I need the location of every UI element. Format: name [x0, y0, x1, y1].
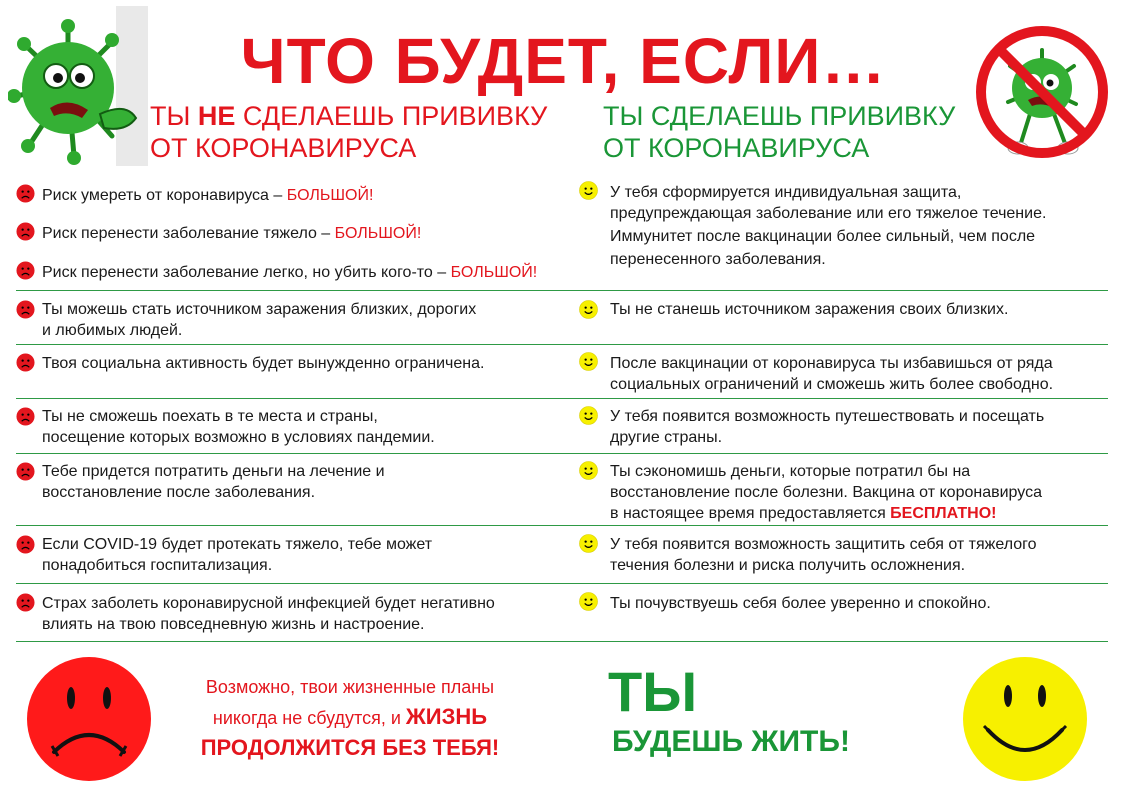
warning-emphasis: ПРОДОЛЖИТСЯ БЕЗ ТЕБЯ!: [200, 735, 500, 760]
risk-line-text: посещение которых возможно в условиях пандемии.: [42, 429, 435, 446]
row-divider: [16, 398, 1108, 399]
happy-face-icon: [579, 592, 598, 611]
benefit-item: [610, 406, 1105, 448]
benefit-line: Иммунитет после вакцинации более сильный, чем после: [610, 228, 1036, 245]
row-divider: [16, 344, 1108, 345]
happy-face-icon: [579, 352, 598, 371]
benefit-line: Ты не станешь источником заражения своих близких.: [610, 301, 1009, 318]
left-heading-pre: ТЫ: [150, 101, 198, 131]
row-divider: [16, 641, 1108, 642]
warning-emphasis: ЖИЗНЬ: [405, 704, 488, 729]
sad-face-icon: [16, 261, 35, 280]
risk-item: [42, 534, 582, 576]
risk-item: [42, 406, 582, 448]
benefit-line: У тебя появится возможность путешествовать и посещать: [610, 408, 1045, 425]
left-heading-line2: ОТ КОРОНАВИРУСА: [150, 133, 417, 163]
right-column-heading: [603, 100, 955, 164]
sad-face-icon: [16, 222, 35, 241]
sad-face-icon: [26, 656, 152, 782]
risk-line: [42, 185, 582, 206]
right-heading-line1: ТЫ СДЕЛАЕШЬ ПРИВИВКУ: [603, 101, 956, 131]
risk-item: [42, 593, 582, 635]
risk-line-text: Тебе придется потратить деньги на лечение и: [42, 463, 385, 480]
benefit-line: восстановление после болезни. Вакцина от коронавируса: [610, 484, 1042, 501]
risk-line-text: Твоя социальна активность будет вынужденно ограничена.: [42, 355, 485, 372]
risk-line-text: восстановление после заболевания.: [42, 484, 316, 501]
risk-line-text: Ты не сможешь поехать в те места и страны,: [42, 408, 378, 425]
right-heading-line2: ОТ КОРОНАВИРУСА: [603, 133, 870, 163]
risk-line-text: Если COVID-19 будет протекать тяжело, тебе может: [42, 536, 433, 553]
page-title: ЧТО БУДЕТ, ЕСЛИ…: [240, 25, 887, 97]
risk-item: [42, 461, 582, 503]
risk-line-text: Ты можешь стать источником заражения близких, дорогих: [42, 301, 477, 318]
benefit-line: У тебя сформируется индивидуальная защита,: [610, 184, 962, 201]
benefit-line-free: [610, 503, 1105, 524]
happy-face-icon: [579, 406, 598, 425]
benefit-item: [610, 534, 1105, 576]
sad-face-icon: [16, 462, 35, 481]
row-divider: [16, 583, 1108, 584]
row-divider: [16, 453, 1108, 454]
you-heading: ТЫ: [608, 660, 698, 723]
sad-face-icon: [16, 353, 35, 372]
happy-face-icon: [579, 181, 598, 200]
happy-face-icon: [579, 300, 598, 319]
sad-face-icon: [16, 593, 35, 612]
left-heading-not: НЕ: [197, 101, 236, 131]
happy-face-icon: [579, 534, 598, 553]
benefit-line: После вакцинации от коронавируса ты избавишься от ряда: [610, 355, 1053, 372]
risk-text: Риск перенести заболевание легко, но убить кого-то –: [42, 264, 451, 281]
warning-line: никогда не сбудутся, и: [212, 708, 406, 728]
risk-text: Риск умереть от коронавируса –: [42, 187, 287, 204]
benefit-item: [610, 593, 1105, 614]
sad-face-icon: [16, 184, 35, 203]
risk-line-text: Страх заболеть коронавирусной инфекцией будет негативно: [42, 595, 495, 612]
sad-face-icon: [16, 300, 35, 319]
benefit-line: Ты сэкономишь деньги, которые потратил бы на: [610, 463, 971, 480]
benefit-line: перенесенного заболевания.: [610, 251, 826, 268]
risk-text: Риск перенести заболевание тяжело –: [42, 225, 335, 242]
benefit-line: течения болезни и риска получить осложнения.: [610, 557, 966, 574]
will-live-heading: БУДЕШЬ ЖИТЬ!: [612, 725, 850, 758]
benefit-line: другие страны.: [610, 429, 723, 446]
happy-face-icon: [579, 461, 598, 480]
benefit-line: Ты почувствуешь себя более уверенно и спокойно.: [610, 595, 991, 612]
benefit-line: предупреждающая заболевание или его тяжелое течение.: [610, 205, 1047, 222]
risk-line-text: понадобиться госпитализация.: [42, 557, 273, 574]
happy-face-icon: [962, 656, 1088, 782]
free-text: в настоящее время предоставляется: [610, 505, 891, 522]
sad-face-icon: [16, 407, 35, 426]
left-column-heading: [150, 100, 547, 164]
benefit-item: [610, 353, 1105, 395]
row-divider: [16, 525, 1108, 526]
risk-line-text: и любимых людей.: [42, 322, 183, 339]
benefit-item: [610, 182, 1105, 270]
risk-item: [42, 353, 582, 374]
row-divider: [16, 290, 1108, 291]
warning-line: Возможно, твои жизненные планы: [205, 677, 495, 697]
risk-emphasis: БОЛЬШОЙ!: [450, 264, 538, 281]
risk-line: [42, 223, 582, 244]
sad-face-icon: [16, 535, 35, 554]
risk-line-text: влиять на твою повседневную жизнь и настроение.: [42, 616, 425, 633]
benefit-item: [610, 461, 1105, 524]
risk-item: [42, 299, 582, 341]
benefit-line: У тебя появится возможность защитить себя от тяжелого: [610, 536, 1037, 553]
risk-line: [42, 262, 582, 283]
risk-emphasis: БОЛЬШОЙ!: [286, 187, 374, 204]
risk-emphasis: БОЛЬШОЙ!: [334, 225, 422, 242]
free-emphasis: БЕСПЛАТНО!: [890, 505, 997, 522]
benefit-item: [610, 299, 1105, 320]
benefit-line: социальных ограничений и сможешь жить более свободно.: [610, 376, 1054, 393]
warning-message: [170, 672, 530, 763]
left-heading-post: СДЕЛАЕШЬ ПРИВИВКУ: [235, 101, 548, 131]
